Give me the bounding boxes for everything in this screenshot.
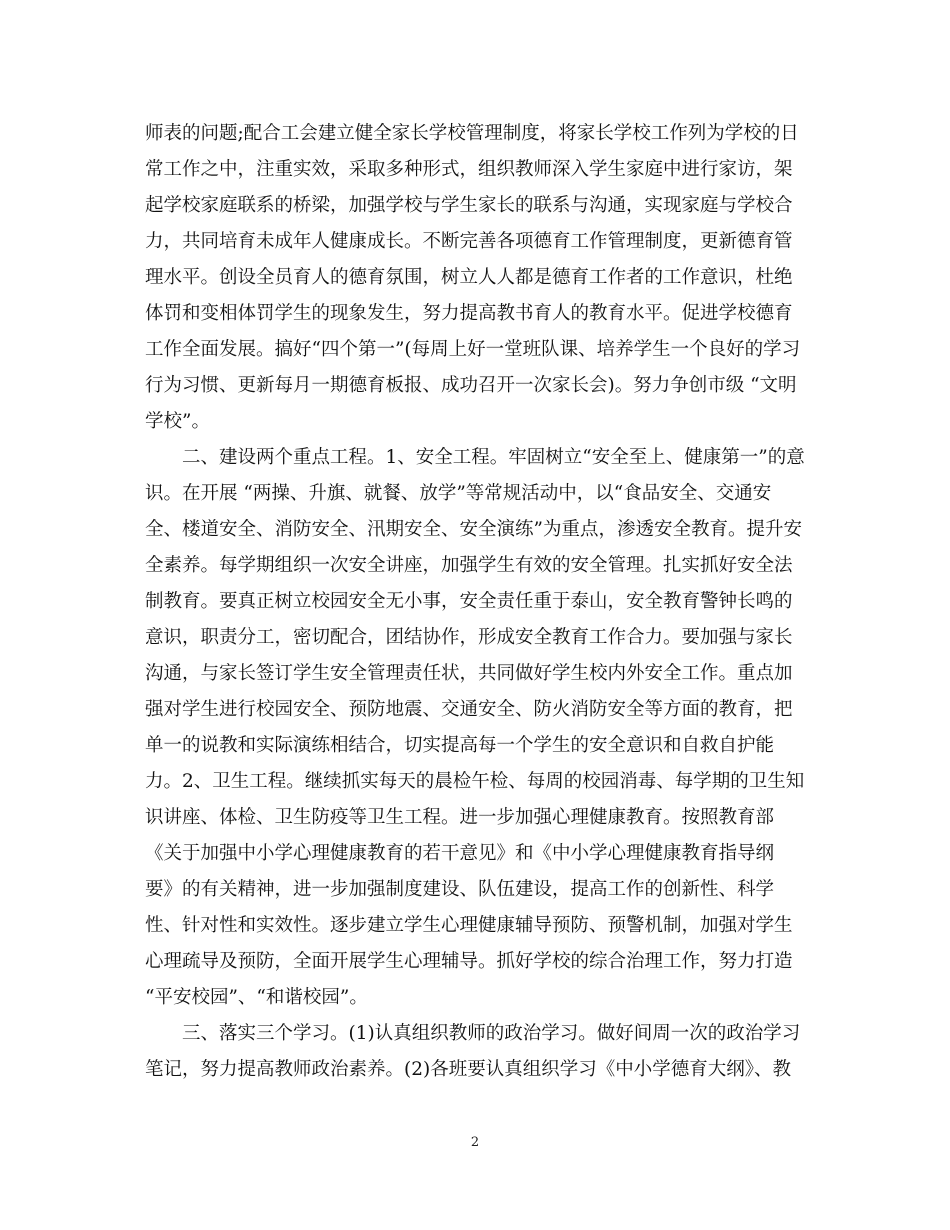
text-line: 识。在开展 “两操、升旗、就餐、放学”等常规活动中，以“食品安全、交通安	[145, 483, 772, 504]
text-line: 识讲座、体检、卫生防疫等卫生工程。进一步加强心理健康教育。按照教育部	[145, 807, 775, 828]
text-line: 学校”。	[145, 411, 210, 432]
text-line: 理水平。创设全员育人的德育氛围，树立人人都是德育工作者的工作意识，杜绝	[145, 267, 793, 288]
text-line: 常工作之中，注重实效，采取多种形式，组织教师深入学生家庭中进行家访，架	[145, 159, 793, 180]
text-line: 行为习惯、更新每月一期德育板报、成功召开一次家长会)。努力争创市级 “文明	[145, 375, 797, 396]
body-text	[145, 116, 805, 1088]
text-line: 全、楼道安全、消防安全、汛期安全、安全演练”为重点，渗透安全教育。提升安	[145, 519, 802, 540]
text-line: 性、针对性和实效性。逐步建立学生心理健康辅导预防、预警机制，加强对学生	[145, 915, 793, 936]
text-line: “平安校园”、“和谐校园”。	[145, 987, 368, 1008]
text-line: 笔记，努力提高教师政治素养。(2)各班要认真组织学习《中小学德育大纲》、教	[145, 1059, 791, 1080]
text-line: 《关于加强中小学心理健康教育的若干意见》和《中小学心理健康教育指导纲	[145, 843, 775, 864]
text-line: 师表的问题;配合工会建立健全家长学校管理制度，将家长学校工作列为学校的日	[145, 123, 799, 144]
text-line: 起学校家庭联系的桥梁，加强学校与学生家长的联系与沟通，实现家庭与学校合	[145, 195, 793, 216]
page-number: 2	[470, 1135, 480, 1150]
text-line: 制教育。要真正树立校园安全无小事，安全责任重于泰山，安全教育警钟长鸣的	[145, 591, 793, 612]
text-line: 力，共同培育未成年人健康成长。不断完善各项德育工作管理制度，更新德育管	[145, 231, 793, 252]
text-line: 沟通，与家长签订学生安全管理责任状，共同做好学生校内外安全工作。重点加	[145, 663, 793, 684]
text-line: 力。2、卫生工程。继续抓实每天的晨检午检、每周的校园消毒、每学期的卫生知	[145, 771, 805, 792]
text-line: 强对学生进行校园安全、预防地震、交通安全、防火消防安全等方面的教育，把	[145, 699, 793, 720]
text-line: 意识，职责分工，密切配合，团结协作，形成安全教育工作合力。要加强与家长	[145, 627, 793, 648]
text-line: 工作全面发展。搞好“四个第一”(每周上好一堂班队课、培养学生一个良好的学习	[145, 339, 801, 360]
text-line: 三、落实三个学习。(1)认真组织教师的政治学习。做好间周一次的政治学习	[145, 1023, 801, 1044]
text-line: 二、建设两个重点工程。1、安全工程。牢固树立“安全至上、健康第一”的意	[145, 447, 805, 468]
text-line: 单一的说教和实际演练相结合，切实提高每一个学生的安全意识和自救自护能	[145, 735, 775, 756]
text-line: 全素养。每学期组织一次安全讲座，加强学生有效的安全管理。扎实抓好安全法	[145, 555, 793, 576]
text-line: 要》的有关精神，进一步加强制度建设、队伍建设，提高工作的创新性、科学	[145, 879, 775, 900]
text-line: 心理疏导及预防，全面开展学生心理辅导。抓好学校的综合治理工作，努力打造	[145, 951, 793, 972]
text-line: 体罚和变相体罚学生的现象发生，努力提高教书育人的教育水平。促进学校德育	[145, 303, 793, 324]
